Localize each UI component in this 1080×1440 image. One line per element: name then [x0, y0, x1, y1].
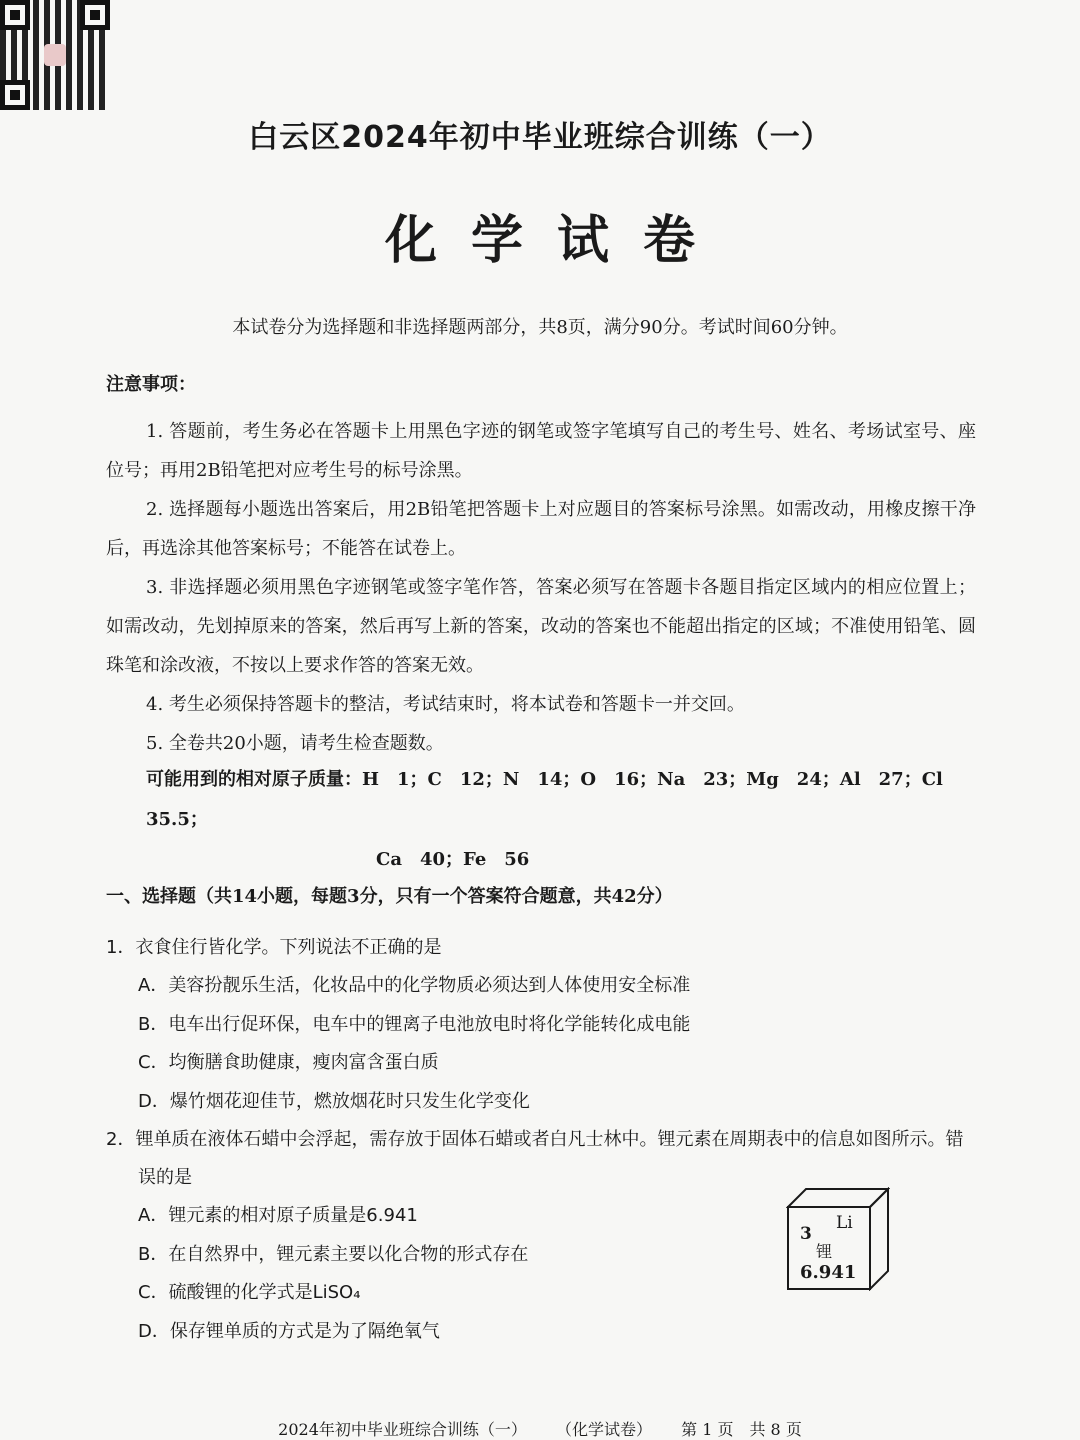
qr-logo-icon: [44, 44, 66, 66]
page-title: 化学试卷: [384, 210, 729, 271]
footer-page-number: 第 1 页 共 8 页: [681, 1420, 802, 1439]
option-d: D．爆竹烟花迎佳节，燃放烟花时只发生化学变化: [138, 1090, 530, 1112]
element-symbol: Li: [836, 1213, 853, 1233]
option-b: B．电车出行促环保，电车中的锂离子电池放电时将化学能转化成电能: [138, 1013, 691, 1035]
option-c: C．硫酸锂的化学式是LiSO₄: [138, 1282, 361, 1303]
option-c: C．均衡膳食助健康，瘦肉富含蛋白质: [138, 1052, 439, 1073]
notice-item: 1. 答题前，考生务必在答题卡上用黑色字迹的钢笔或签字笔填写自己的考生号、姓名、考场试室号、座位号；再用2B铅笔把对应考生号的标号涂黑。: [106, 421, 976, 481]
question-stem: 1．衣食住行皆化学。下列说法不正确的是: [106, 937, 442, 958]
notice-item: 5. 全卷共20小题，请考生检查题数。: [146, 733, 444, 754]
page-footer: [0, 1417, 1080, 1440]
qr-finder-icon: [0, 0, 30, 30]
notice-item: 4. 考生必须保持答题卡的整洁，考试结束时，将本试卷和答题卡一并交回。: [146, 694, 745, 715]
notice-heading: 注意事项：: [106, 374, 196, 395]
notice-item: 2. 选择题每小题选出答案后，用2B铅笔把答题卡上对应题目的答案标号涂黑。如需改动，用橡皮擦干净后，再选涂其他答案标号；不能答在试卷上。: [106, 499, 976, 559]
periodic-element-card: [786, 1187, 886, 1287]
notice-item: 3. 非选择题必须用黑色字迹钢笔或签字笔作答，答案必须写在答题卡各题目指定区域内的相应位置上；如需改动，先划掉原来的答案，然后再写上新的答案，改动的答案也不能超出指定的区域；不准使用铅笔、圆珠笔和涂改液，不按以上要求作答的答案无效。: [106, 577, 976, 676]
option-a: A．美容扮靓乐生活，化妆品中的化学物质必须达到人体使用安全标准: [138, 975, 691, 996]
qr-finder-icon: [80, 0, 110, 30]
element-name: 锂: [816, 1242, 833, 1261]
footer-subject: （化学试卷）: [556, 1420, 653, 1439]
atomic-mass: 6.941: [800, 1262, 857, 1283]
question-1: [106, 929, 976, 1121]
atomic-number: 3: [800, 1224, 812, 1244]
option-d: D．保存锂单质的方式是为了隔绝氧气: [138, 1320, 440, 1342]
qr-finder-icon: [0, 80, 30, 110]
atomic-masses-line: 可能用到的相对原子质量：H 1；C 12；N 14；O 16；Na 23；Mg 24；Al 27；Cl 35.5；: [146, 769, 961, 830]
exam-intro: 本试卷分为选择题和非选择题两部分，共8页，满分90分。考试时间60分钟。: [232, 317, 848, 338]
option-b: B．在自然界中，锂元素主要以化合物的形式存在: [138, 1243, 529, 1265]
section-heading: 一、选择题（共14小题，每题3分，只有一个答案符合题意，共42分）: [106, 886, 673, 907]
notice-list: [106, 412, 976, 763]
option-a: A．锂元素的相对原子质量是6.941: [138, 1205, 418, 1226]
exam-subtitle: 白云区2024年初中毕业班综合训练（一）: [248, 120, 832, 155]
question-stem: 2．锂单质在液体石蜡中会浮起，需存放于固体石蜡或者白凡士林中。锂元素在周期表中的信息如图所示。错误的是: [106, 1129, 964, 1188]
qr-code: [0, 0, 110, 110]
atomic-masses-line: Ca 40；Fe 56: [376, 849, 530, 870]
atomic-masses: [146, 760, 976, 880]
footer-exam: 2024年初中毕业班综合训练（一）: [278, 1420, 527, 1439]
